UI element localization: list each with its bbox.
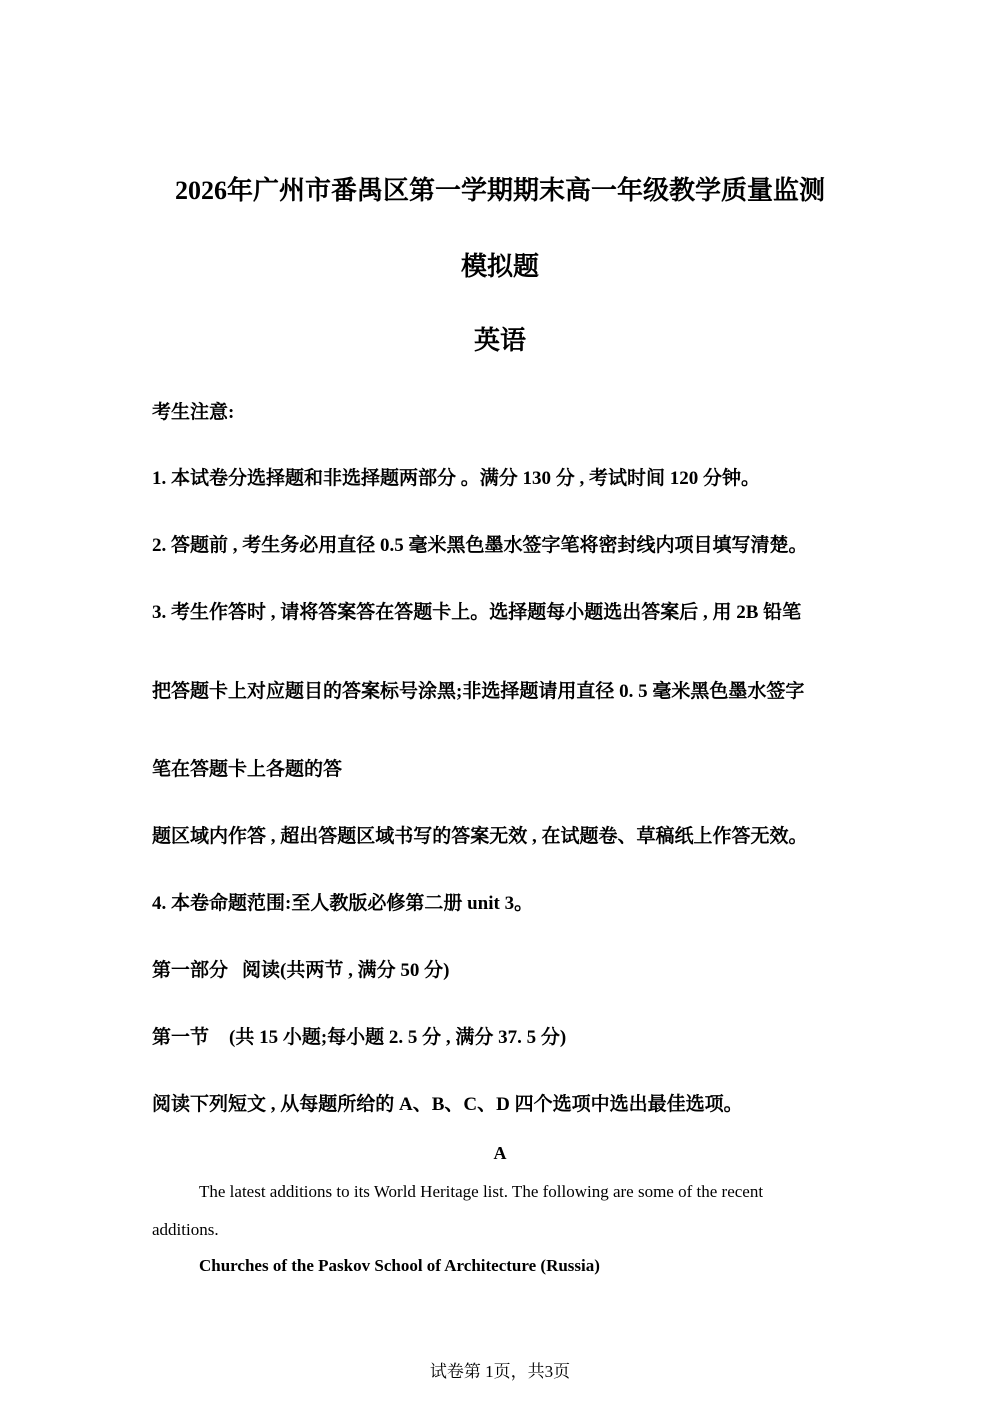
section-label: 第一节	[152, 1027, 210, 1048]
part-desc: 阅读(共两节 , 满分 50 分)	[242, 960, 450, 981]
notice-item-3: 3. 考生作答时 , 请将答案答在答题卡上。选择题每小题选出答案后 , 用 2B 铅笔	[152, 602, 802, 623]
section-desc: (共 15 小题;每小题 2. 5 分 , 满分 37. 5 分)	[229, 1027, 567, 1048]
notice-item-3-cont: 把答题卡上对应题目的答案标号涂黑;非选择题请用直径 0. 5 毫米黑色墨水签字	[152, 681, 805, 702]
notice-item-3-cont3: 题区域内作答 , 超出答题区域书写的答案无效 , 在试题卷、草稿纸上作答无效。	[152, 826, 808, 847]
exam-title: 2026年广州市番禺区第一学期期末高一年级教学质量监测	[174, 176, 825, 205]
passage-letter: A	[493, 1143, 507, 1163]
passage-intro-line2: additions.	[152, 1220, 219, 1239]
passage-intro-line1: The latest additions to its World Heritage list. The following are some of the recent	[199, 1182, 764, 1201]
subject-title: 英语	[473, 326, 526, 355]
passage-heading: Churches of the Paskov School of Architecture (Russia)	[199, 1256, 600, 1275]
notice-heading: 考生注意:	[152, 402, 235, 423]
section-heading	[152, 1022, 566, 1049]
notice-item-2: 2. 答题前 , 考生务必用直径 0.5 毫米黑色墨水签字笔将密封线内项目填写清楚。	[152, 535, 808, 556]
page-footer: 试卷第 1页，共3页	[429, 1362, 571, 1381]
notice-item-3-cont2: 笔在答题卡上各题的答	[152, 759, 343, 780]
notice-item-4: 4. 本卷命题范围:至人教版必修第二册 unit 3。	[152, 893, 534, 914]
part-label: 第一部分	[152, 960, 229, 981]
part-heading	[152, 955, 449, 982]
reading-instruction: 阅读下列短文 , 从每题所给的 A、B、C、D 四个选项中选出最佳选项。	[152, 1094, 743, 1115]
notice-item-1: 1. 本试卷分选择题和非选择题两部分 。满分 130 分 , 考试时间 120 分钟。	[152, 468, 761, 489]
exam-subtitle: 模拟题	[460, 252, 539, 281]
